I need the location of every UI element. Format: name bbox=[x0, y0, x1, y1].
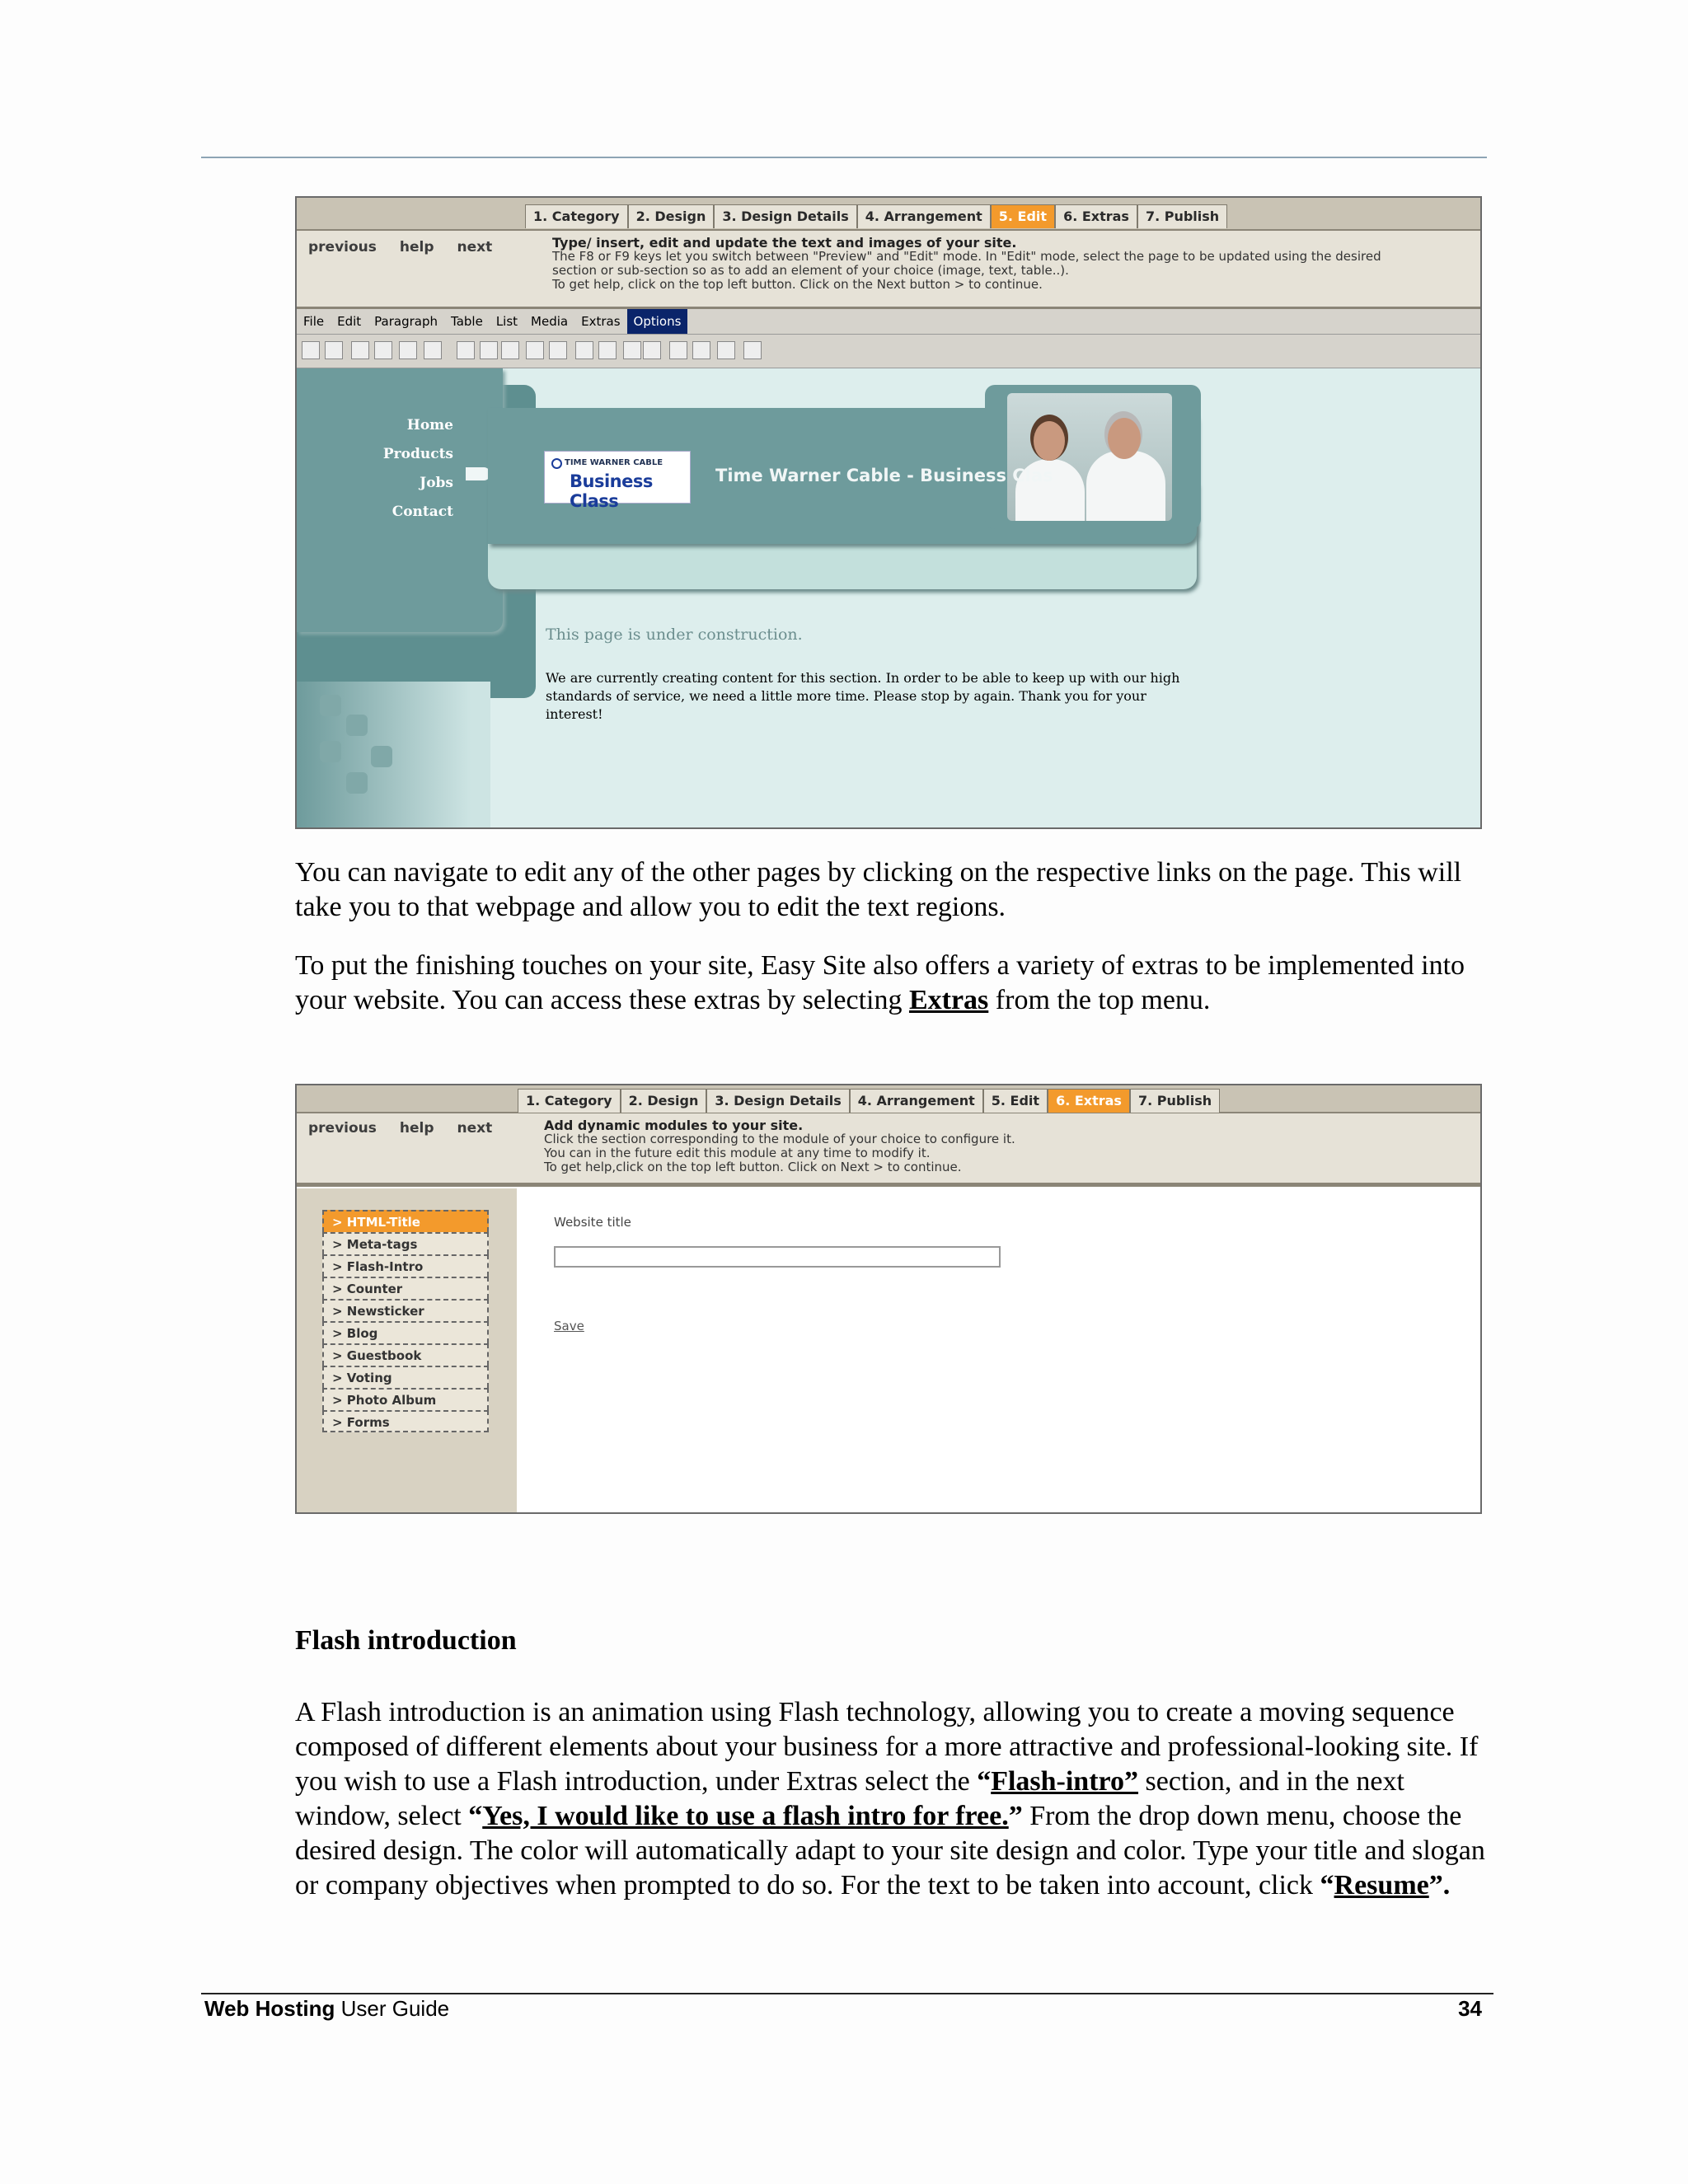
wizard-tab[interactable]: 5. Edit bbox=[991, 204, 1055, 228]
wizard-tabbar bbox=[297, 1085, 1480, 1113]
module-item[interactable]: > Newsticker bbox=[322, 1299, 489, 1321]
toolbar-button-icon[interactable] bbox=[692, 341, 710, 359]
site-nav-products: Products bbox=[382, 446, 453, 462]
save-link[interactable]: Save bbox=[554, 1319, 584, 1333]
menu-file[interactable]: File bbox=[303, 314, 325, 329]
menu-paragraph[interactable]: Paragraph bbox=[374, 314, 438, 329]
paragraph-extras: To put the finishing touches on your site, Easy Site also offers a variety of extras to be implemented into your website. You can access these extras by selecting Extras from the top menu. bbox=[295, 950, 1465, 1015]
nav-previous-link[interactable]: previous bbox=[308, 239, 377, 255]
toolbar-button-icon[interactable] bbox=[374, 341, 392, 359]
module-item[interactable]: > HTML-Title bbox=[322, 1210, 489, 1232]
toolbar-button-icon[interactable] bbox=[643, 341, 661, 359]
info-lines bbox=[552, 250, 1381, 292]
toolbar-button-icon[interactable] bbox=[549, 341, 567, 359]
nav-help-link[interactable]: help bbox=[399, 1120, 434, 1137]
toolbar-button-icon[interactable] bbox=[457, 341, 475, 359]
menu-extras[interactable]: Extras bbox=[581, 314, 621, 329]
editor-toolbar bbox=[297, 335, 1480, 368]
modules-sidebar bbox=[297, 1188, 517, 1514]
wizard-infobar bbox=[297, 231, 1480, 309]
extras-screenshot bbox=[295, 1084, 1482, 1514]
wizard-tab[interactable]: 7. Publish bbox=[1137, 204, 1227, 228]
info-line: Click the section corresponding to the module of your choice to configure it. bbox=[544, 1132, 1015, 1146]
footer-title: Web Hosting User Guide bbox=[204, 1996, 450, 2021]
wizard-info bbox=[544, 1118, 1015, 1174]
info-line: You can in the future edit this module at any time to modify it. bbox=[544, 1146, 931, 1160]
toolbar-button-icon[interactable] bbox=[623, 341, 641, 359]
nav-help-link[interactable]: help bbox=[399, 239, 434, 255]
menu-edit[interactable]: Edit bbox=[337, 314, 362, 329]
module-item[interactable]: > Blog bbox=[322, 1321, 489, 1343]
module-item[interactable]: > Flash-Intro bbox=[322, 1254, 489, 1277]
wizard-tabbar bbox=[297, 198, 1480, 231]
paragraph-flash: A Flash introduction is an animation using Flash technology, allowing you to create a moving sequence composed of different elements about your business for a more attractive and professional-looking site. If you wish to use a Flash introduction, under Extras select the “Flash-intro” section, and in the next window, select “Yes, I would like to use a flash intro for free.” From the drop down menu, choose the desired design. The color will automatically adapt to your site design and color. Type your title and slogan or company objectives when prompted to do so. For the text to be taken into account, click “Resume”. bbox=[295, 1697, 1485, 1900]
wizard-nav bbox=[308, 239, 515, 255]
wizard-tab[interactable]: 3. Design Details bbox=[714, 204, 856, 228]
toolbar-button-icon[interactable] bbox=[399, 341, 417, 359]
module-item[interactable]: > Counter bbox=[322, 1277, 489, 1299]
business-class-logo: TIME WARNER CABLE Business Class bbox=[544, 451, 691, 504]
wizard-tabs bbox=[518, 1089, 1220, 1113]
nav-next-link[interactable]: next bbox=[457, 239, 493, 255]
info-lines bbox=[544, 1132, 1015, 1174]
body-line: standards of service, we need a little more time. Please stop by again. Thank you for your interest! bbox=[546, 688, 1146, 722]
info-line: To get help,click on the top left button. Click on Next > to continue. bbox=[544, 1160, 962, 1174]
menu-media[interactable]: Media bbox=[531, 314, 569, 329]
page-number: 34 bbox=[1458, 1996, 1482, 2021]
wizard-info bbox=[552, 236, 1381, 292]
module-item[interactable]: > Forms bbox=[322, 1410, 489, 1432]
toolbar-button-icon[interactable] bbox=[424, 341, 442, 359]
extras-link: Extras bbox=[908, 985, 989, 1015]
toolbar-button-icon[interactable] bbox=[325, 341, 343, 359]
module-item[interactable]: > Voting bbox=[322, 1366, 489, 1388]
menu-list[interactable]: List bbox=[495, 314, 518, 329]
toolbar-button-icon[interactable] bbox=[480, 341, 498, 359]
wizard-infobar bbox=[297, 1113, 1480, 1187]
banner-title: Time Warner Cable - Business Clas bbox=[715, 466, 1053, 485]
website-title-input[interactable] bbox=[554, 1246, 1001, 1268]
under-construction-title: This page is under construction. bbox=[546, 626, 803, 644]
info-heading: Type/ insert, edit and update the text and images of your site. bbox=[552, 235, 1017, 251]
doctors-photo bbox=[1007, 393, 1172, 521]
toolbar-button-icon[interactable] bbox=[598, 341, 617, 359]
info-line: section or sub-section so as to add an element of your choice (image, text, table..). bbox=[552, 263, 1069, 278]
menu-options[interactable]: Options bbox=[627, 309, 688, 334]
banner-knob bbox=[466, 467, 490, 480]
free-flash-intro-option: Yes, I would like to use a flash intro for free. bbox=[482, 1801, 1009, 1831]
editor-screenshot bbox=[295, 196, 1482, 829]
info-heading: Add dynamic modules to your site. bbox=[544, 1118, 804, 1133]
toolbar-button-icon[interactable] bbox=[526, 341, 544, 359]
paragraph-navigate: You can navigate to edit any of the other pages by clicking on the respective links on the page. This will take you to that webpage and allow you to edit the text regions. bbox=[295, 857, 1462, 922]
toolbar-button-icon[interactable] bbox=[351, 341, 369, 359]
under-construction-body bbox=[546, 669, 1205, 724]
website-title-label: Website title bbox=[554, 1215, 631, 1230]
editor-menubar bbox=[297, 309, 1480, 335]
toolbar-button-icon[interactable] bbox=[669, 341, 687, 359]
wizard-tab[interactable]: 3. Design Details bbox=[706, 1089, 849, 1113]
wizard-nav bbox=[308, 1120, 515, 1137]
wizard-tab[interactable]: 4. Arrangement bbox=[850, 1089, 983, 1113]
wizard-tabs bbox=[525, 204, 1227, 229]
flash-intro-link: Flash-intro” bbox=[991, 1766, 1139, 1797]
wizard-tab[interactable]: 4. Arrangement bbox=[857, 204, 991, 228]
toolbar-button-icon[interactable] bbox=[302, 341, 320, 359]
wizard-tab[interactable]: 1. Category bbox=[525, 204, 628, 228]
toolbar-button-icon[interactable] bbox=[717, 341, 735, 359]
nav-next-link[interactable]: next bbox=[457, 1120, 493, 1137]
site-nav-jobs: Jobs bbox=[420, 475, 453, 491]
wizard-tab[interactable]: 1. Category bbox=[518, 1089, 621, 1113]
site-nav-contact: Contact bbox=[392, 504, 453, 520]
twc-eye-icon bbox=[551, 458, 562, 469]
toolbar-button-icon[interactable] bbox=[743, 341, 762, 359]
decoration bbox=[297, 682, 490, 829]
extras-body bbox=[297, 1188, 1480, 1514]
resume-link: Resume bbox=[1334, 1870, 1429, 1900]
site-nav bbox=[297, 411, 453, 527]
toolbar-button-icon[interactable] bbox=[575, 341, 593, 359]
wizard-tab[interactable]: 2. Design bbox=[628, 204, 715, 228]
section-heading: Flash introduction bbox=[295, 1625, 517, 1656]
header-rule bbox=[201, 157, 1487, 158]
info-line: The F8 or F9 keys let you switch between "Preview" and "Edit" mode. In "Edit" mode, select the page to be updated using the desired bbox=[552, 249, 1381, 264]
body-line: We are currently creating content for this section. In order to be able to keep up with our high bbox=[546, 670, 1180, 686]
wizard-tab[interactable]: 6. Extras bbox=[1048, 1089, 1130, 1113]
toolbar-button-icon[interactable] bbox=[501, 341, 519, 359]
module-item[interactable]: > Meta-tags bbox=[322, 1232, 489, 1254]
module-item[interactable]: > Guestbook bbox=[322, 1343, 489, 1366]
wizard-tab[interactable]: 6. Extras bbox=[1055, 204, 1137, 228]
nav-previous-link[interactable]: previous bbox=[308, 1120, 377, 1137]
wizard-tab[interactable]: 7. Publish bbox=[1130, 1089, 1220, 1113]
menu-table[interactable]: Table bbox=[451, 314, 483, 329]
module-list bbox=[322, 1210, 489, 1432]
wizard-tab[interactable]: 5. Edit bbox=[983, 1089, 1048, 1113]
module-item[interactable]: > Photo Album bbox=[322, 1388, 489, 1410]
info-line: To get help, click on the top left button. Click on the Next button > to continue. bbox=[552, 277, 1043, 292]
site-preview bbox=[297, 368, 1480, 829]
site-nav-home: Home bbox=[406, 417, 453, 434]
wizard-tab[interactable]: 2. Design bbox=[621, 1089, 707, 1113]
